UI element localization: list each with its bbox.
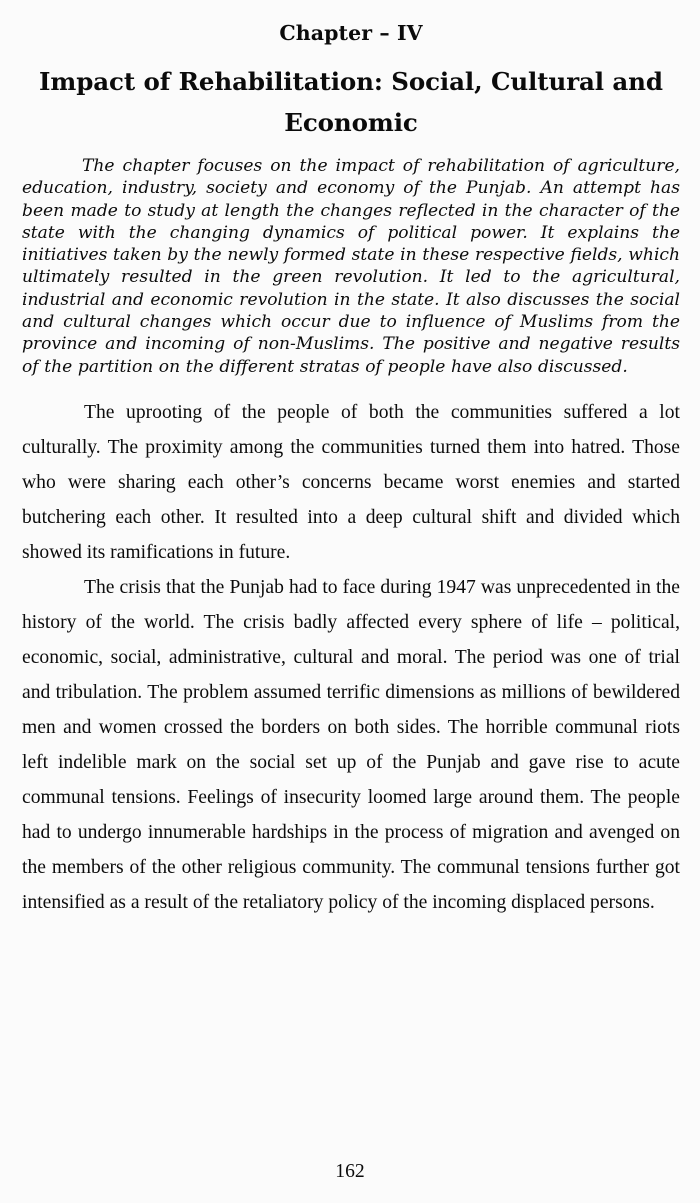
page-content [22,0,680,920]
body-paragraph-2: The crisis that the Punjab had to face during 1947 was unprecedented in the history of the world. The crisis badly affected every sphere of life – political, economic, social, administrative, cultural and moral. The period was one of trial and tribulation. The problem assumed terrific dimensions as millions of bewildered men and women crossed the borders on both sides. The horrible communal riots left indelible mark on the social set up of the Punjab and gave rise to acute communal tensions. Feelings of insecurity loomed large around them. The people had to undergo innumerable hardships in the process of migration and avenged on the members of the other religious community. The communal tensions further got intensified as a result of the retaliatory policy of the incoming displaced persons. [22,576,680,913]
page-number: 162 [335,1161,365,1182]
page-title: Impact of Rehabilitation: Social, Cultural and Economic [39,67,663,137]
body-paragraph-1: The uprooting of the people of both the communities suffered a lot culturally. The proximity among the communities turned them into hatred. Those who were sharing each other’s concerns became worst enemies and started butchering each other. It resulted into a deep cultural shift and divided which showed its ramifications in future. [22,401,680,563]
chapter-label: Chapter – IV [279,21,423,45]
abstract-paragraph: The chapter focuses on the impact of rehabilitation of agriculture, education, industry, society and economy of the Punjab. An attempt has been made to study at length the changes reflected in the character of the state with the changing dynamics of political power. It explains the initiatives taken by the newly formed state in these respective fields, which ultimately resulted in the green revolution. It led to the agricultural, industrial and economic revolution in the state. It also discusses the social and cultural changes which occur due to influence of Muslims from the province and incoming of non-Muslims. The positive and negative results of the partition on the different stratas of people have also discussed. [22,156,680,377]
